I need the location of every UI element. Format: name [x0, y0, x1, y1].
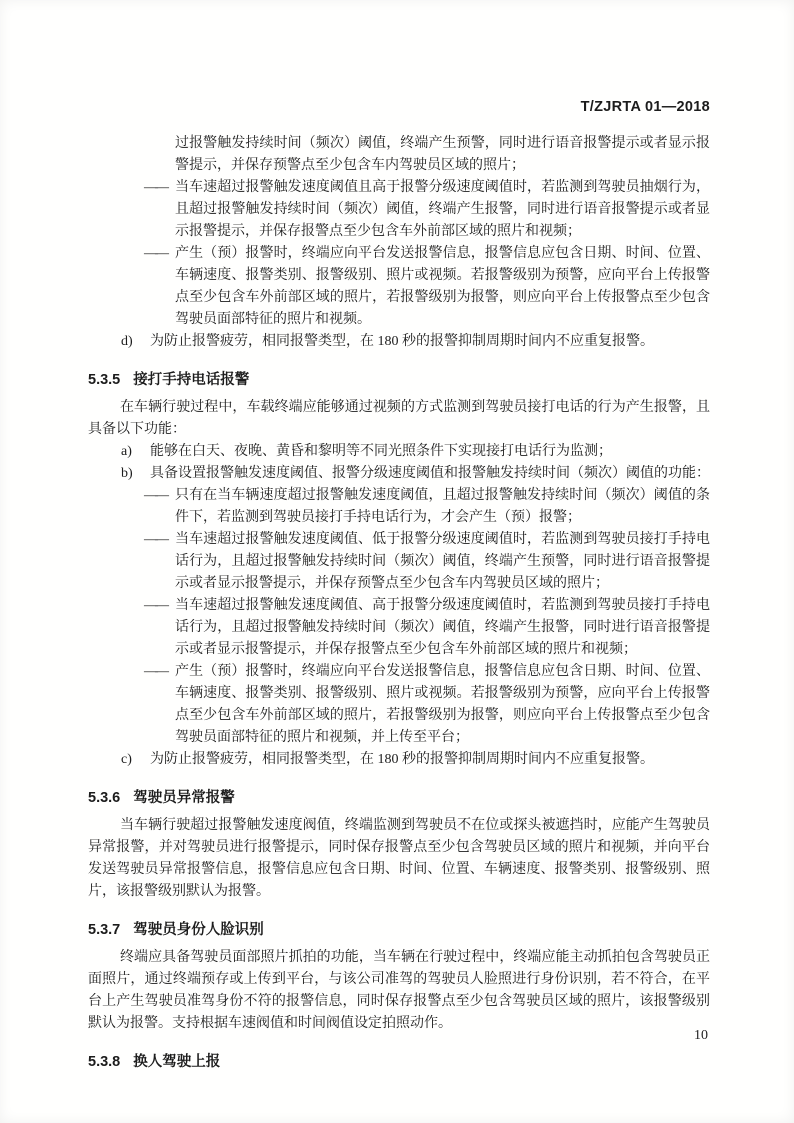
dash-item-text: 当车速超过报警触发速度阈值、高于报警分级速度阈值时，若监测到驾驶员接打手持电话行为，且超过报警触发持续时间（频次）阈值，终端产生报警，同时进行语音报警提示或者显示报警提示，并保存报警点至少包含车外前部区域的照片和视频；	[175, 598, 710, 657]
section-title: 驾驶员异常报警	[133, 790, 235, 806]
lettered-list-item-d	[88, 331, 710, 353]
dash-marker: ——	[144, 664, 166, 679]
dash-list-item	[88, 177, 710, 243]
dash-marker: ——	[144, 532, 166, 547]
section-title: 驾驶员身份人脸识别	[133, 922, 264, 938]
document-content	[88, 133, 710, 1073]
dash-marker: ——	[144, 246, 166, 261]
section-heading-5-3-8	[88, 1051, 710, 1073]
dash-marker: ——	[144, 598, 166, 613]
continued-paragraph: 过报警触发持续时间（频次）阈值，终端产生预警，同时进行语音报警提示或者显示报警提示，并保存预警点至少包含车内驾驶员区域的照片；	[175, 136, 710, 173]
dash-list-item	[88, 485, 710, 529]
dash-item-text: 当车速超过报警触发速度阈值、低于报警分级速度阈值时，若监测到驾驶员接打手持电话行为，且超过报警触发持续时间（频次）阈值，终端产生预警，同时进行语音报警提示或者显示报警提示，并保存预警点至少包含车内驾驶员区域的照片；	[175, 532, 710, 591]
standard-number-header: T/ZJRTA 01—2018	[580, 99, 710, 115]
section-title: 换人驾驶上报	[133, 1054, 221, 1070]
section-heading-5-3-5	[88, 369, 710, 391]
dash-item-text: 只有在当车辆速度超过报警触发速度阈值，且超过报警触发持续时间（频次）阈值的条件下，若监测到驾驶员接打手持电话行为，才会产生（预）报警；	[175, 488, 710, 525]
item-marker: d)	[121, 334, 133, 349]
dash-item-text: 当车速超过报警触发速度阈值且高于报警分级速度阈值时，若监测到驾驶员抽烟行为，且超过报警触发持续时间（频次）阈值，终端产生报警，同时进行语音报警提示或者显示报警提示，并保存报警点至少包含车外前部区域的照片和视频；	[175, 180, 710, 239]
dash-list-item	[88, 529, 710, 595]
section-intro-paragraph: 在车辆行驶过程中，车载终端应能够通过视频的方式监测到驾驶员接打电话的行为产生报警，且具备以下功能：	[88, 400, 710, 437]
item-text: 为防止报警疲劳，相同报警类型，在 180 秒的报警抑制周期时间内不应重复报警。	[150, 334, 654, 349]
item-marker: c)	[121, 752, 132, 767]
item-text: 为防止报警疲劳，相同报警类型，在 180 秒的报警抑制周期时间内不应重复报警。	[150, 752, 654, 767]
item-text: 具备设置报警触发速度阈值、报警分级速度阈值和报警触发持续时间（频次）阈值的功能：	[150, 466, 710, 481]
dash-marker: ——	[144, 488, 166, 503]
section-number: 5.3.6	[88, 790, 121, 806]
item-text: 能够在白天、夜晚、黄昏和黎明等不同光照条件下实现接打电话行为监测；	[150, 444, 612, 459]
section-number: 5.3.5	[88, 372, 121, 388]
dash-list-item	[88, 595, 710, 661]
section-number: 5.3.8	[88, 1054, 121, 1070]
section-title: 接打手持电话报警	[133, 372, 250, 388]
section-body-paragraph: 终端应具备驾驶员面部照片抓拍的功能，当车辆在行驶过程中，终端应能主动抓拍包含驾驶员正面照片，通过终端预存或上传到平台，与该公司准驾的驾驶员人脸照进行身份识别，若不符合，在平台上产生驾驶员准驾身份不符的报警信息，同时保存报警点至少包含驾驶员区域的照片，该报警级别默认为报警。支持根据车速阀值和时间阀值设定拍照动作。	[88, 950, 710, 1031]
dash-item-text: 产生（预）报警时，终端应向平台发送报警信息，报警信息应包含日期、时间、位置、车辆速度、报警类别、报警级别、照片或视频。若报警级别为预警，应向平台上传报警点至少包含车外前部区域的照片，若报警级别为报警，则应向平台上传报警点至少包含驾驶员面部特征的照片和视频。	[175, 246, 710, 327]
section-body-paragraph: 当车辆行驶超过报警触发速度阀值，终端监测到驾驶员不在位或探头被遮挡时，应能产生驾驶员异常报警，并对驾驶员进行报警提示，同时保存报警点至少包含驾驶员区域的照片和视频，并向平台发送驾驶员异常报警信息，报警信息应包含日期、时间、位置、车辆速度、报警类别、报警级别、照片，该报警级别默认为报警。	[88, 818, 710, 899]
section-heading-5-3-6	[88, 787, 710, 809]
dash-item-text: 产生（预）报警时，终端应向平台发送报警信息，报警信息应包含日期、时间、位置、车辆速度、报警类别、报警级别、照片或视频。若报警级别为预警，应向平台上传报警点至少包含车外前部区域的照片，若报警级别为报警，则应向平台上传报警点至少包含驾驶员面部特征的照片和视频，并上传至平台；	[175, 664, 710, 745]
lettered-list-item-b	[88, 463, 710, 485]
dash-marker: ——	[144, 180, 166, 195]
section-number: 5.3.7	[88, 922, 121, 938]
section-heading-5-3-7	[88, 919, 710, 941]
lettered-list-item-c	[88, 749, 710, 771]
dash-list-item	[88, 661, 710, 749]
item-marker: a)	[121, 444, 132, 459]
dash-list-item	[88, 243, 710, 331]
lettered-list-item-a	[88, 441, 710, 463]
item-marker: b)	[121, 466, 133, 481]
page-number: 10	[694, 1028, 708, 1043]
